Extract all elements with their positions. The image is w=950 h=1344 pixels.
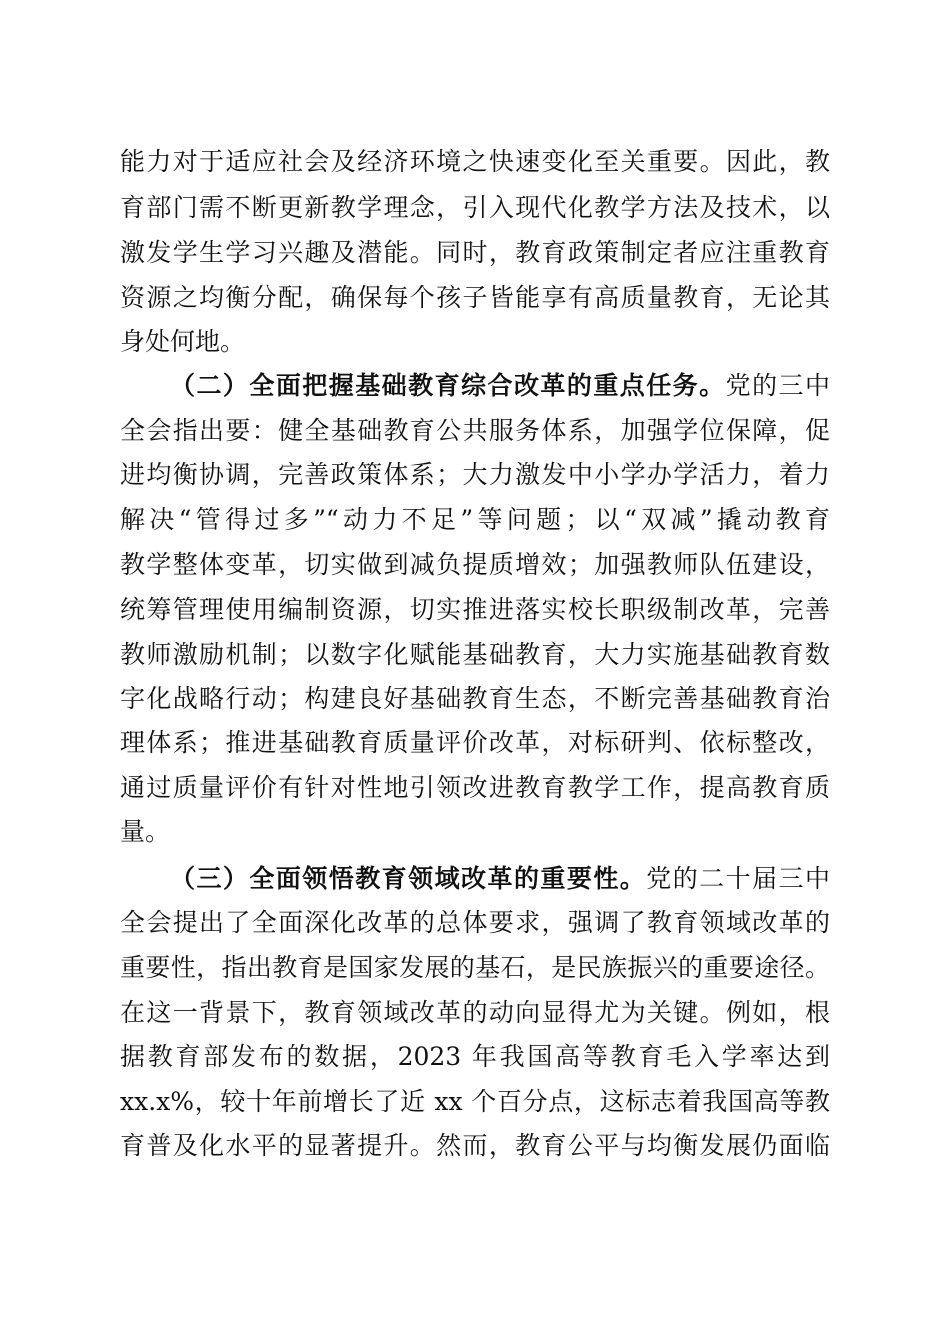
paragraph-1-line-4: 资源之均衡分配，确保每个孩子皆能享有高质量教育，无论其 (120, 283, 830, 312)
paragraph-2-line-5: 教学整体变革，切实做到减负提质增效；加强教师队伍建设， (120, 550, 830, 579)
paragraph-3-line-7: 育普及化水平的显著提升。然而，教育公平与均衡发展仍面临 (120, 1131, 830, 1160)
paragraph-3-first-line (170, 857, 830, 901)
paragraph-1-line-1: 能力对于适应社会及经济环境之快速变化至关重要。因此，教 (120, 147, 830, 176)
paragraph-2-first-line (170, 364, 830, 408)
paragraph-1-line-5: 身处何地。 (120, 327, 246, 356)
paragraph-2-line-8: 字化战略行动；构建良好基础教育生态，不断完善基础教育治 (120, 684, 830, 713)
paragraph-3-line-6: xx.x%，较十年前增长了近 xx 个百分点，这标志着我国高等教 (120, 1087, 830, 1116)
paragraph-1-line-3: 激发学生学习兴趣及潜能。同时，教育政策制定者应注重教育 (120, 238, 830, 267)
paragraph-2-first-line-rest: 党的三中 (725, 371, 830, 400)
paragraph-2-line-4: 解决“管得过多”“动力不足”等问题；以“双减”撬动教育 (120, 505, 830, 534)
paragraph-2-line-6: 统筹管理使用编制资源，切实推进落实校长职级制改革，完善 (120, 595, 830, 624)
paragraph-2-heading: （二）全面把握基础教育综合改革的重点任务。 (170, 371, 726, 400)
paragraph-2-line-11: 量。 (120, 817, 171, 846)
paragraph-2-line-3: 进均衡协调，完善政策体系；大力激发中小学办学活力，着力 (120, 460, 830, 489)
paragraph-2-line-9: 理体系；推进基础教育质量评价改革，对标研判、依标整改， (120, 728, 830, 757)
paragraph-2-line-7: 教师激励机制；以数字化赋能基础教育，大力实施基础教育数 (120, 640, 830, 669)
paragraph-3-line-4: 在这一背景下，教育领域改革的动向显得尤为关键。例如，根 (120, 998, 830, 1027)
paragraph-3-heading: （三）全面领悟教育领域改革的重要性。 (170, 864, 647, 893)
paragraph-3-line-5: 据教育部发布的数据，2023 年我国高等教育毛入学率达到 (120, 1042, 830, 1071)
paragraph-2-line-10: 通过质量评价有针对性地引领改进教育教学工作，提高教育质 (120, 773, 830, 802)
paragraph-3-line-3: 重要性，指出教育是国家发展的基石，是民族振兴的重要途径。 (120, 953, 830, 982)
paragraph-3-first-line-rest: 党的二十届三中 (646, 864, 830, 893)
paragraph-3-line-2: 全会提出了全面深化改革的总体要求，强调了教育领域改革的 (120, 908, 830, 937)
paragraph-2-line-2: 全会指出要：健全基础教育公共服务体系，加强学位保障，促 (120, 416, 830, 445)
paragraph-1-line-2: 育部门需不断更新教学理念，引入现代化教学方法及技术，以 (120, 193, 830, 222)
